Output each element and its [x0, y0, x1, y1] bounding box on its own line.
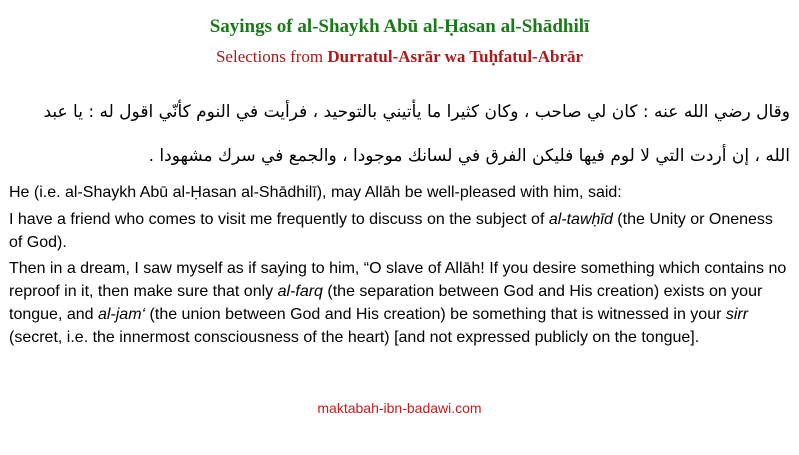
paragraph-text: (the Unity or Oneness of God). — [9, 211, 773, 251]
page-title: Sayings of al-Shaykh Abū al-Ḥasan al-Shādhilī — [209, 16, 590, 37]
paragraph-text: (the union between God and His creation) be something that is witnessed in your — [145, 306, 726, 323]
subtitle-prefix: Selections from — [215, 47, 328, 66]
paragraph-text: (secret, i.e. the innermost consciousness of the heart) [and not expressed publicly on the tongue]. — [9, 329, 700, 346]
italic-term: al-jam‘ — [97, 306, 146, 323]
arabic-quote: وقال رضي الله عنه : كان لي صاحب ، وكان كثيرا ما يأتيني بالتوحيد ، فرأيت في النوم كأنّي اقول له : يا عبد الله ، إن أردت التي لا لوم فيها فليكن الفرق في لسانك موجودا ، والجمع في سرك مشهودا . — [43, 102, 790, 166]
book-title: Durratul-Asrār wa Tuḥfatul-Abrār — [327, 47, 584, 66]
attribution-paragraph: He (i.e. al-Shaykh Abū al-Ḥasan al-Shādhilī), may Allāh be well-pleased with him, said: — [9, 184, 622, 201]
italic-term: al-tawḥīd — [548, 211, 613, 228]
italic-term: al-farq — [277, 283, 323, 300]
paragraph-text: Then in a dream, I saw myself as if saying to him, “O slave of Allāh! If you desire something which contains no reproof in it, then make sure that only — [9, 260, 787, 300]
site-footer-link[interactable]: maktabah-ibn-badawi.com — [317, 400, 482, 416]
paragraph-text: I have a friend who comes to visit me frequently to discuss on the subject of — [9, 211, 549, 228]
translation-paragraph-2 — [9, 257, 789, 349]
paragraph-text: (the separation between God and His creation) exists on your tongue, and — [9, 283, 763, 323]
italic-term: sirr — [725, 306, 749, 323]
translation-paragraph-1 — [9, 208, 789, 254]
page-subtitle — [0, 46, 799, 68]
